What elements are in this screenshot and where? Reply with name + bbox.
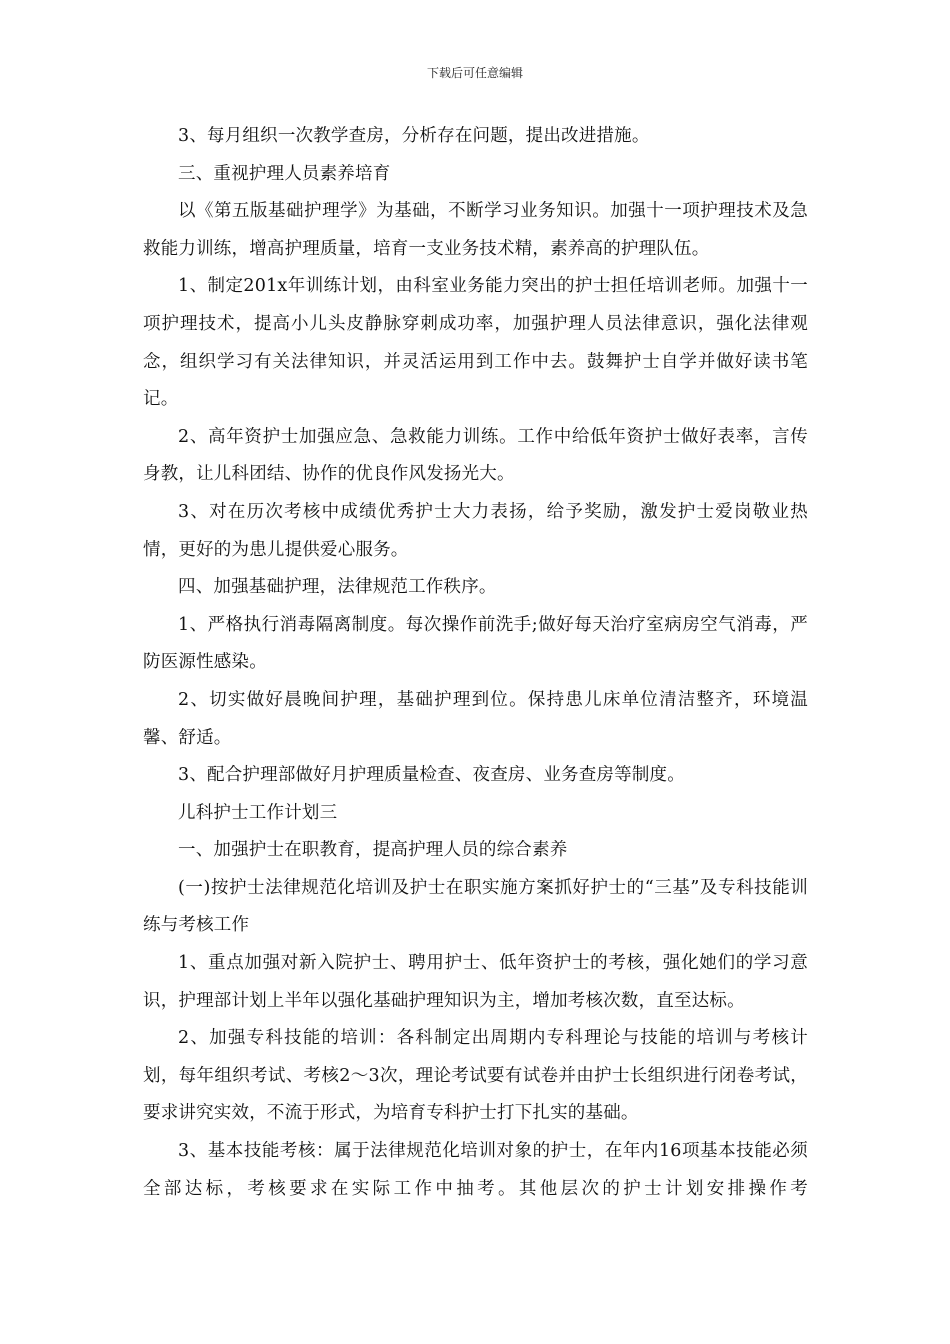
document-body [143, 118, 808, 1208]
section-heading: 三、重视护理人员素养培育 [178, 163, 391, 184]
paragraph: 2、高年资护士加强应急、急救能力训练。工作中给低年资护士做好表率，言传身教，让儿科团结、协作的优良作风发扬光大。 [143, 426, 808, 485]
section-heading: 四、加强基础护理，法律规范工作秩序。 [178, 577, 497, 598]
paragraph: 3、对在历次考核中成绩优秀护士大力表扬，给予奖励，激发护士爱岗敬业热情，更好的为患儿提供爱心服务。 [143, 501, 808, 560]
paragraph: 2、切实做好晨晚间护理，基础护理到位。保持患儿床单位清洁整齐，环境温馨、舒适。 [143, 689, 808, 748]
document-title: 儿科护士工作计划三 [178, 802, 338, 823]
page-header: 下载后可任意编辑 [426, 66, 523, 80]
paragraph: 1、重点加强对新入院护士、聘用护士、低年资护士的考核，强化她们的学习意识，护理部计划上半年以强化基础护理知识为主，增加考核次数，直至达标。 [143, 953, 808, 1011]
paragraph: 3、基本技能考核：属于法律规范化培训对象的护士，在年内16项基本技能必须全部达标，考核要求在实际工作中抽考。其他层次的护士计划安排操作考 [143, 1141, 808, 1199]
paragraph: 以《第五版基础护理学》为基础，不断学习业务知识。加强十一项护理技术及急救能力训练，增高护理质量，培育一支业务技术精，素养高的护理队伍。 [143, 201, 808, 259]
subsection-heading: (一)按护士法律规范化培训及护士在职实施方案抓好护士的“三基”及专科技能训练与考核工作 [143, 877, 808, 936]
section-heading: 一、加强护士在职教育，提高护理人员的综合素养 [178, 840, 568, 861]
paragraph: 1、制定201x年训练计划，由科室业务能力突出的护士担任培训老师。加强十一项护理技术，提高小儿头皮静脉穿刺成功率，加强护理人员法律意识，强化法律观念，组织学习有关法律知识，并灵活运用到工作中去。鼓舞护士自学并做好读书笔记。 [143, 276, 808, 410]
paragraph: 2、加强专科技能的培训：各科制定出周期内专科理论与技能的培训与考核计划，每年组织考试、考核2～3次，理论考试要有试卷并由护士长组织进行闭卷考试，要求讲究实效，不流于形式，为培育专科护士打下扎实的基础。 [143, 1028, 808, 1124]
paragraph: 3、配合护理部做好月护理质量检查、夜查房、业务查房等制度。 [178, 765, 685, 786]
paragraph: 3、每月组织一次教学查房，分析存在问题，提出改进措施。 [178, 126, 650, 146]
paragraph: 1、严格执行消毒隔离制度。每次操作前洗手;做好每天治疗室病房空气消毒，严防医源性感染。 [143, 614, 808, 673]
